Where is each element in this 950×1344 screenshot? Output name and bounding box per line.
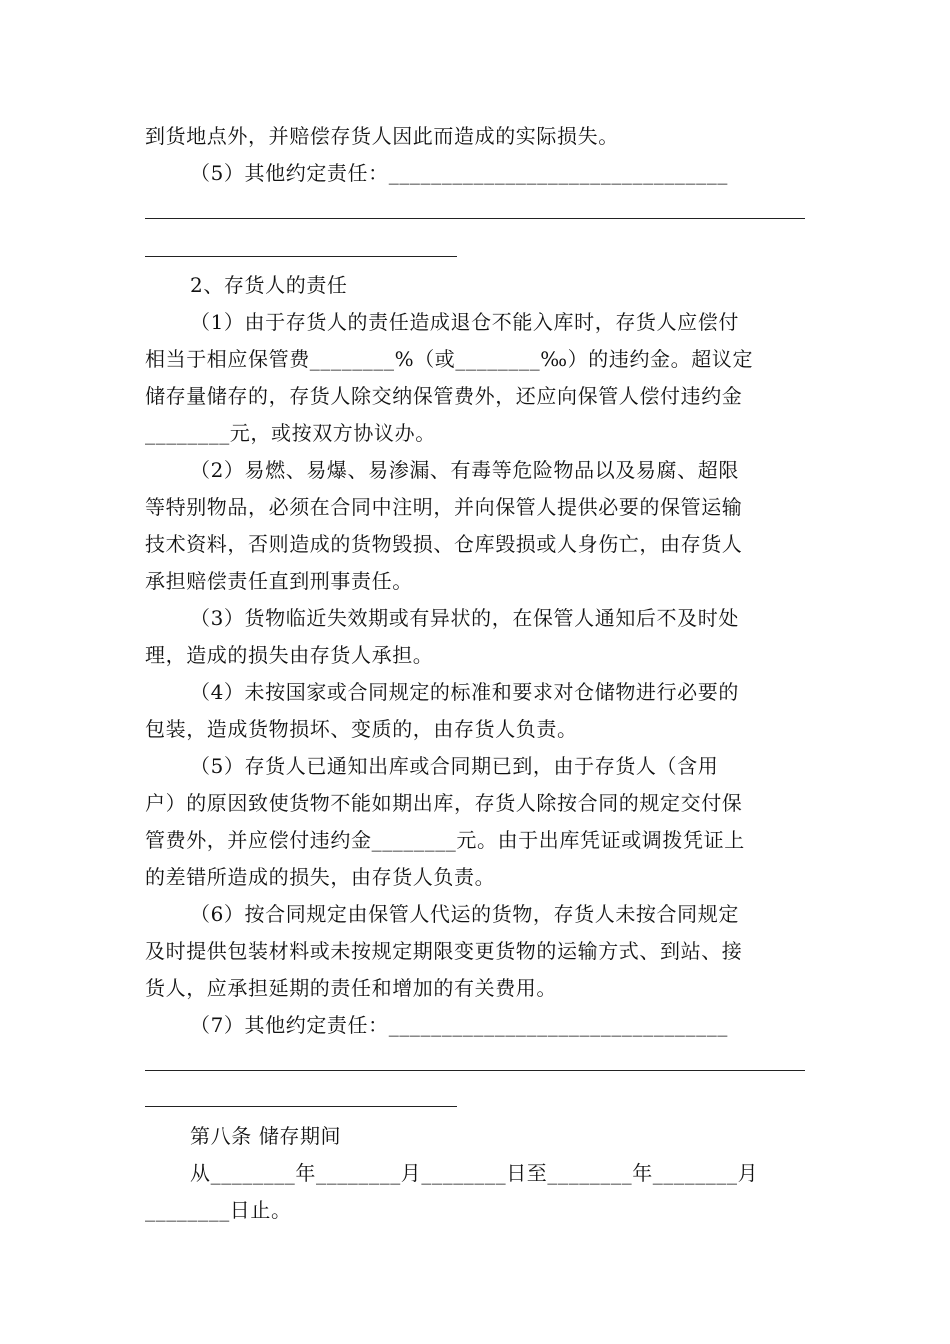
blank-line xyxy=(145,256,457,257)
text-line: 储存量储存的，存货人除交纳保管费外，还应向保管人偿付违约金 xyxy=(145,384,743,408)
clause-4: （4）未按国家或合同规定的标准和要求对仓储物进行必要的 xyxy=(190,680,739,704)
storage-period-end: ________日止。 xyxy=(145,1198,292,1222)
blank-line xyxy=(145,1070,805,1071)
text-line: 户）的原因致使货物不能如期出库，存货人除按合同的规定交付保 xyxy=(145,791,743,815)
text-line: 包装，造成货物损坏、变质的，由存货人负责。 xyxy=(145,717,578,741)
clause-7: （7）其他约定责任：________________________________ xyxy=(190,1013,728,1037)
text-line: ________元，或按双方协议办。 xyxy=(145,421,436,445)
text-line: 管费外，并应偿付违约金________元。由于出库凭证或调拨凭证上 xyxy=(145,828,745,852)
text-line: 到货地点外，并赔偿存货人因此而造成的实际损失。 xyxy=(145,124,619,148)
text-line: 的差错所造成的损失，由存货人负责。 xyxy=(145,865,496,889)
storage-period-line: 从________年________月________日至________年________月 xyxy=(190,1161,759,1185)
article-title: 第八条 储存期间 xyxy=(190,1124,342,1148)
text-line: 及时提供包装材料或未按规定期限变更货物的运输方式、到站、接 xyxy=(145,939,743,963)
text-line: 等特别物品，必须在合同中注明，并向保管人提供必要的保管运输 xyxy=(145,495,743,519)
clause-5: （5）存货人已通知出库或合同期已到，由于存货人（含用 xyxy=(190,754,719,778)
blank-line xyxy=(145,1106,457,1107)
text-line: 理，造成的损失由存货人承担。 xyxy=(145,643,434,667)
text-line: 技术资料，否则造成的货物毁损、仓库毁损或人身伤亡，由存货人 xyxy=(145,532,743,556)
clause-2: （2）易燃、易爆、易渗漏、有毒等危险物品以及易腐、超限 xyxy=(190,458,739,482)
clause-1: （1）由于存货人的责任造成退仓不能入库时，存货人应偿付 xyxy=(190,310,739,334)
clause-3: （3）货物临近失效期或有异状的，在保管人通知后不及时处 xyxy=(190,606,739,630)
text-line: 承担赔偿责任直到刑事责任。 xyxy=(145,569,413,593)
blank-line xyxy=(145,218,805,219)
text-line: 货人，应承担延期的责任和增加的有关费用。 xyxy=(145,976,557,1000)
section-heading: 2、存货人的责任 xyxy=(190,273,348,297)
text-line: 相当于相应保管费________%（或________‰）的违约金。超议定 xyxy=(145,347,754,371)
clause-6: （6）按合同规定由保管人代运的货物，存货人未按合同规定 xyxy=(190,902,739,926)
other-responsibility-5: （5）其他约定责任：________________________________ xyxy=(190,161,728,185)
